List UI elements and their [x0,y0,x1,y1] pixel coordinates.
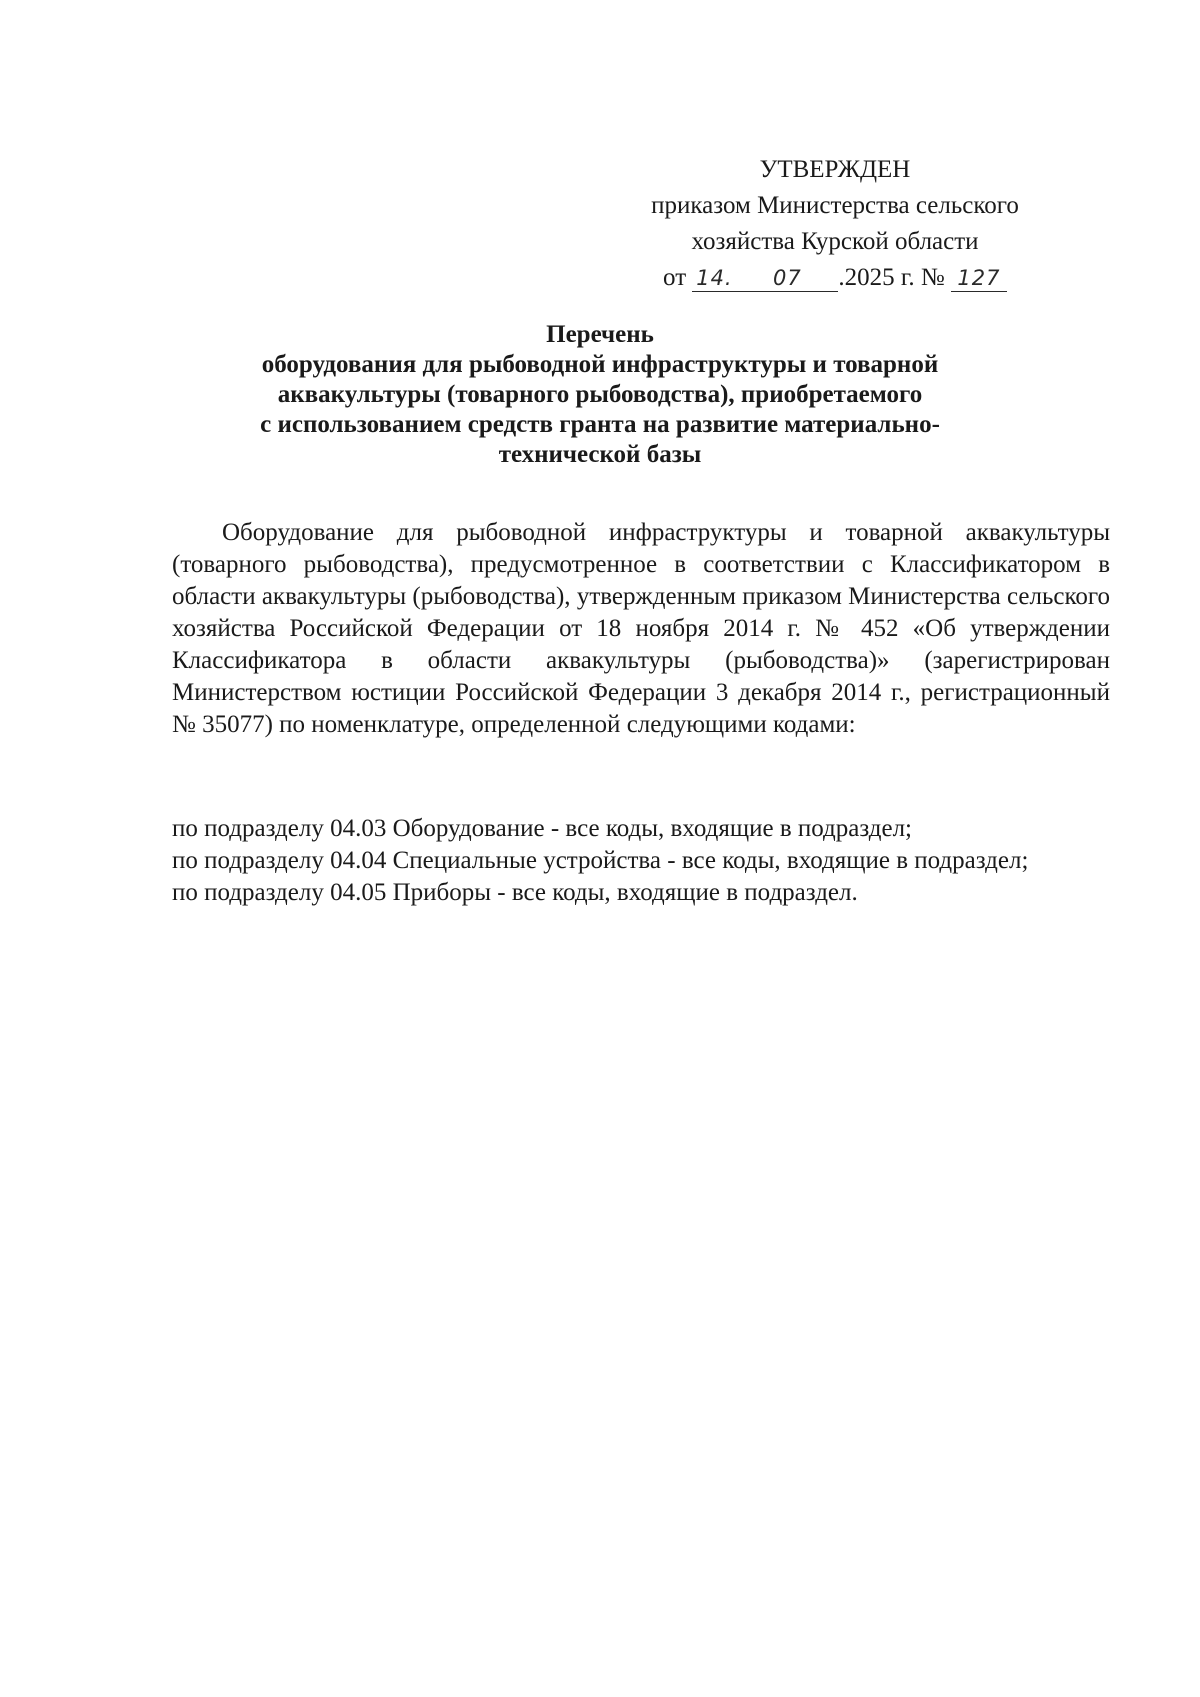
approval-issuer-line-1: приказом Министерства сельского [651,192,1019,219]
title-line-1: Перечень [546,321,654,348]
title-line-5: технической базы [498,441,702,468]
subsection-list [172,813,1088,909]
handwritten-order-number: 127 [951,265,1007,292]
body-paragraph: Оборудование для рыбоводной инфраструктуры и товарной аквакультуры (товарного рыбоводства), предусмотренное в соответствии с Классификатором в области аквакультуры (рыбоводства), утвержденным приказом Министерства сельского хозяйства Российской Федерации от 18 ноября 2014 г. № 452 «Об утверждении Классификатора в области аквакультуры (рыбоводства)» (зарегистрирован Министерством юстиции Российской Федерации 3 декабря 2014 г., регистрационный № 35077) по номенклатуре, определенной следующими кодами: [172,519,1110,738]
title-line-4: с использованием средств гранта на развитие материально- [260,411,940,438]
approval-block [600,152,1070,296]
approval-issuer-line-2: хозяйства Курской области [691,228,979,255]
approval-date-line [600,260,1070,296]
date-year: .2025 г. № [838,264,945,291]
handwritten-month: 07 [736,265,838,292]
list-item: по подразделу 04.03 Оборудование - все коды, входящие в подраздел; [172,815,913,842]
title-line-3: аквакультуры (товарного рыбоводства), приобретаемого [277,381,923,408]
date-prefix: от [663,264,687,291]
list-item: по подразделу 04.05 Приборы - все коды, входящие в подраздел. [172,879,858,906]
list-item: по подразделу 04.04 Специальные устройства - все коды, входящие в подраздел; [172,847,1029,874]
document-title [150,320,1050,470]
title-line-2: оборудования для рыбоводной инфраструктуры и товарной [261,351,939,378]
approval-heading: УТВЕРЖДЕН [759,156,911,183]
handwritten-day: 14. [692,265,736,292]
